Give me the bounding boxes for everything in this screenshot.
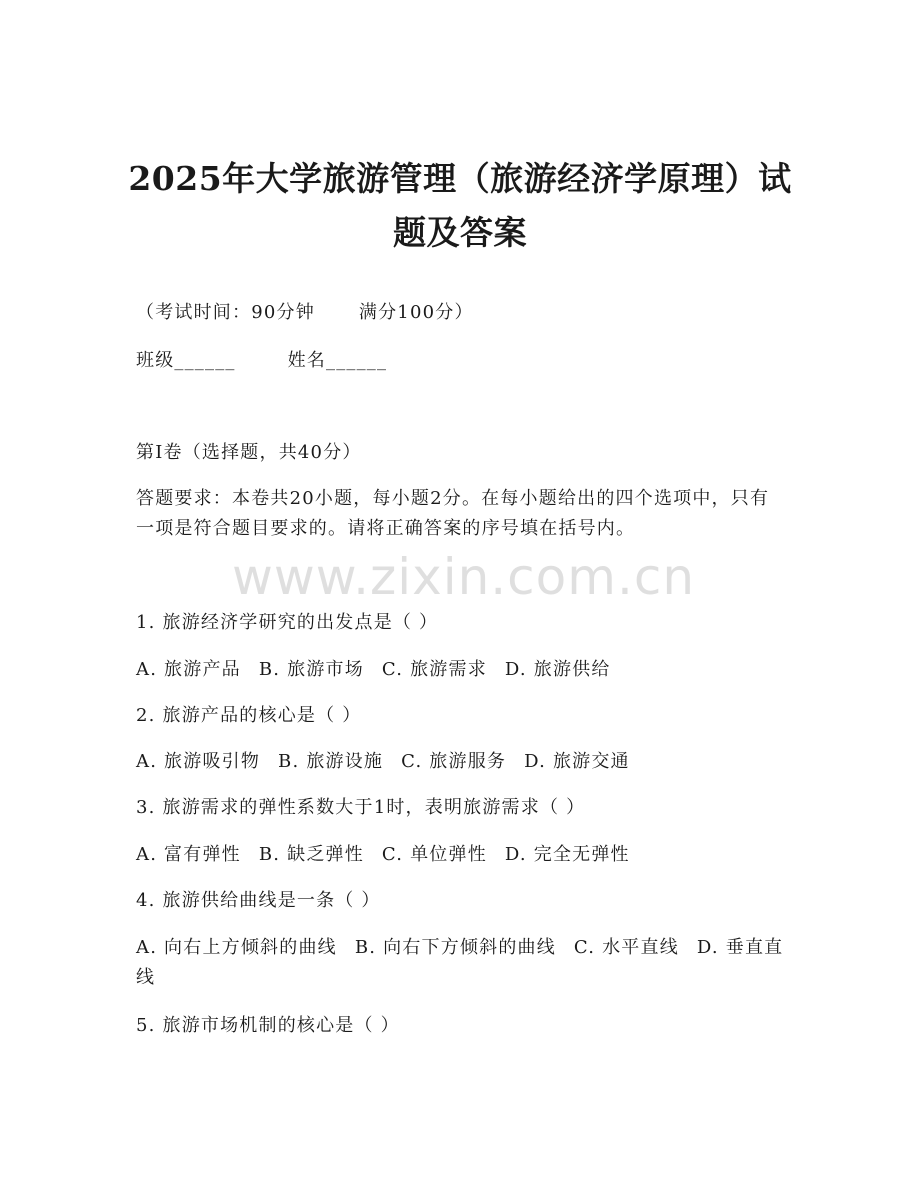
option-d: D. 垂直直线 (136, 937, 784, 988)
option-a: A. 向右上方倾斜的曲线 (136, 937, 337, 958)
option-b: B. 旅游市场 (258, 659, 364, 680)
question-stem: 2. 旅游产品的核心是（ ） (136, 705, 362, 726)
option-a: A. 富有弹性 (136, 844, 241, 865)
question-stem: 1. 旅游经济学研究的出发点是（ ） (136, 612, 439, 633)
exam-time: （考试时间：90分钟 (136, 302, 315, 323)
option-d: D. 旅游供给 (504, 659, 611, 680)
option-b: B. 缺乏弹性 (258, 844, 364, 865)
option-d: D. 旅游交通 (524, 751, 630, 772)
option-d: D. 完全无弹性 (504, 844, 630, 865)
question-options (136, 747, 786, 777)
option-b: B. 旅游设施 (278, 751, 384, 772)
watermark: www.zixin.com.cn (232, 548, 696, 606)
question-options (136, 840, 786, 870)
page-title: 2025年大学旅游管理（旅游经济学原理）试题及答案 (128, 159, 792, 252)
class-field: 班级______ (136, 350, 236, 371)
option-c: C. 旅游需求 (381, 659, 487, 680)
option-c: C. 水平直线 (573, 937, 679, 958)
name-field: 姓名______ (287, 350, 388, 371)
option-b: B. 向右下方倾斜的曲线 (354, 937, 556, 958)
option-a: A. 旅游产品 (136, 659, 241, 680)
full-score: 满分100分） (358, 302, 474, 323)
question-stem: 3. 旅游需求的弹性系数大于1时，表明旅游需求（ ） (136, 797, 586, 818)
question-stem: 4. 旅游供给曲线是一条（ ） (136, 890, 381, 911)
question-options (136, 933, 786, 993)
section-heading: 第I卷（选择题，共40分） (136, 442, 362, 463)
instructions: 答题要求：本卷共20小题，每小题2分。在每小题给出的四个选项中，只有一项是符合题目要求的。请将正确答案的序号填在括号内。 (136, 488, 770, 539)
student-info (136, 346, 786, 376)
question-options (136, 655, 786, 685)
option-a: A. 旅游吸引物 (136, 751, 261, 772)
option-c: C. 单位弹性 (381, 844, 487, 865)
option-c: C. 旅游服务 (401, 751, 507, 772)
question-stem: 5. 旅游市场机制的核心是（ ） (136, 1015, 400, 1036)
exam-info (136, 298, 786, 328)
